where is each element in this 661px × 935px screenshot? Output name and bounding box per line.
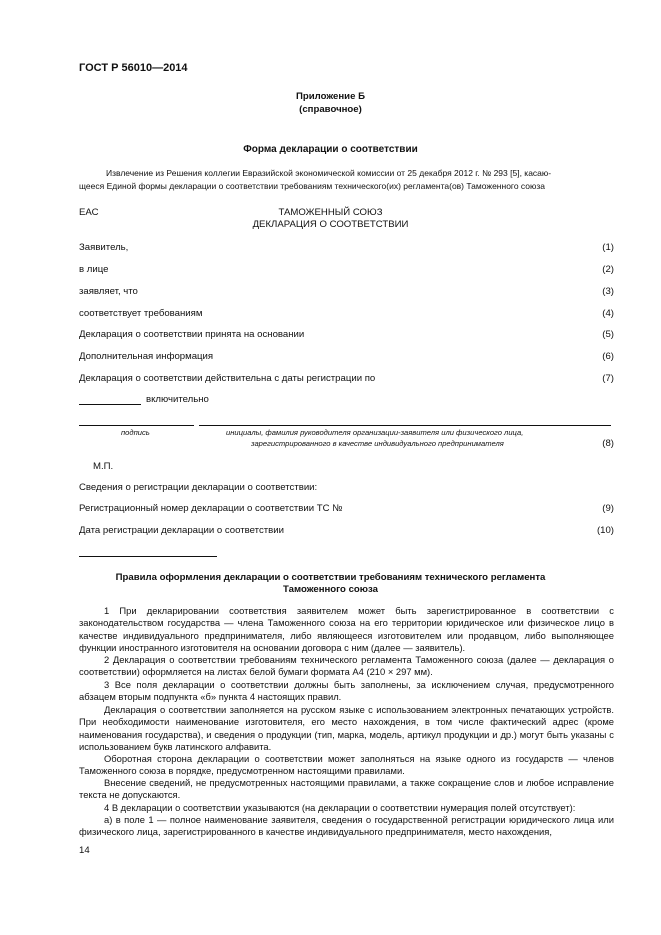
stamp-place: М.П. (93, 461, 114, 472)
field-label: Дополнительная информация (79, 351, 214, 362)
field-label: Декларация о соответствии принята на основании (79, 329, 305, 340)
registration-header: Сведения о регистрации декларации о соответствии: (79, 482, 318, 493)
customs-union-heading: ТАМОЖЕННЫЙ СОЮЗ (278, 207, 383, 218)
rules-paragraph-8: а) в поле 1 — полное наименование заявителя, сведения о государственной регистрации юридического лица или физического лица, зарегистрированного в качестве индивидуального предпринимателя, место нахождения, (79, 814, 614, 838)
intro-line-1: Извлечение из Решения коллегии Евразийской экономической комиссии от 25 декабря 2012 г. № 293 [5], касаю- (106, 168, 552, 178)
field-number: (10) (596, 525, 614, 536)
field-label: заявляет, что (79, 286, 138, 297)
signature-caption: подпись (121, 428, 150, 437)
field-label: в лице (79, 264, 109, 275)
declaration-heading: ДЕКЛАРАЦИЯ О СООТВЕТСТВИИ (252, 219, 409, 230)
field-number: (4) (602, 308, 614, 319)
initials-caption-line-1: инициалы, фамилия руководителя организации-заявителя или физического лица, (226, 428, 524, 437)
field-number: (1) (602, 242, 614, 253)
rules-title-line-2: Таможенного союза (283, 584, 378, 595)
registration-number-field (79, 503, 614, 514)
field-number: (5) (602, 329, 614, 340)
rules-paragraph-1: 1 При декларировании соответствия заявителем может быть зарегистрированное в соответствии с законодательством государства — члена Таможенного союза на его территории юридическое или физическое лицо в качестве индивидуального предпринимателя, либо являющееся изготовителем или продавцом, либо выполняющее функции иностранного изготовителя на основании договора с ним (далее — заявитель). (79, 605, 614, 653)
standard-number: ГОСТ Р 56010—2014 (79, 62, 188, 74)
inclusive-label: включительно (146, 394, 209, 405)
form-field-validity (79, 373, 614, 384)
separator-line (79, 556, 217, 557)
rules-title-line-1: Правила оформления декларации о соответствии требованиям технического регламента (115, 572, 546, 583)
signature-line (79, 425, 194, 426)
form-field-applicant (79, 242, 614, 253)
rules-paragraph-7: 4 В декларации о соответствии указываются (на декларации о соответствии нумерация полей отсутствует): (104, 802, 576, 813)
intro-line-2: щееся Единой формы декларации о соответствии требованиям технического(их) регламента(ов) Таможенного союза (79, 181, 545, 191)
rules-paragraph-6: Внесение сведений, не предусмотренных настоящими правилами, а также сокращение слов и любое исправление текста не допускаются. (79, 777, 614, 801)
rules-paragraph-3: 3 Все поля декларации о соответствии должны быть заполнены, за исключением случая, предусмотренного абзацем вторым подпункта «б» пункта 4 настоящих правил. (79, 679, 614, 703)
eac-mark: ЕАС (79, 207, 99, 218)
form-field-basis (79, 329, 614, 340)
initials-caption-line-2: зарегистрированного в качестве индивидуального предпринимателя (251, 439, 504, 448)
registration-date-field (79, 525, 614, 536)
form-field-additional-info (79, 351, 614, 362)
field-label: Заявитель, (79, 242, 129, 253)
field-label: Регистрационный номер декларации о соответствии ТС № (79, 503, 343, 514)
field-number: (3) (602, 286, 614, 297)
field-number-8: (8) (602, 438, 614, 449)
appendix-subtitle: (справочное) (299, 104, 362, 115)
validity-date-line (79, 404, 141, 405)
form-title: Форма декларации о соответствии (243, 144, 418, 155)
field-label: Дата регистрации декларации о соответствии (79, 525, 284, 536)
initials-line (199, 425, 611, 426)
rules-paragraph-2: 2 Декларация о соответствии требованиям технического регламента Таможенного союза (далее — декларация о соответствии) оформляется на листах белой бумаги формата А4 (210 × 297 мм). (79, 654, 614, 678)
field-number: (9) (602, 503, 614, 514)
form-field-represented-by (79, 264, 614, 275)
page-number: 14 (79, 845, 90, 856)
field-label: Декларация о соответствии действительна с даты регистрации по (79, 373, 376, 384)
form-field-declares (79, 286, 614, 297)
field-number: (6) (602, 351, 614, 362)
field-label: соответствует требованиям (79, 308, 203, 319)
form-field-requirements (79, 308, 614, 319)
appendix-title: Приложение Б (296, 91, 365, 102)
rules-paragraph-4: Декларация о соответствии заполняется на русском языке с использованием электронных печатающих устройств. При необходимости наименование изготовителя, его место нахождения, в том числе фактический адрес (кроме наименования государства), и сведения о продукции (тип, марка, модель, артикул продукции и др.) могут быть указаны с использованием букв латинского алфавита. (79, 704, 614, 752)
rules-paragraph-5: Оборотная сторона декларации о соответствии может заполняться на языке одного из государств — членов Таможенного союза в порядке, предусмотренном настоящими правилами. (79, 753, 614, 777)
field-number: (7) (602, 373, 614, 384)
field-number: (2) (602, 264, 614, 275)
